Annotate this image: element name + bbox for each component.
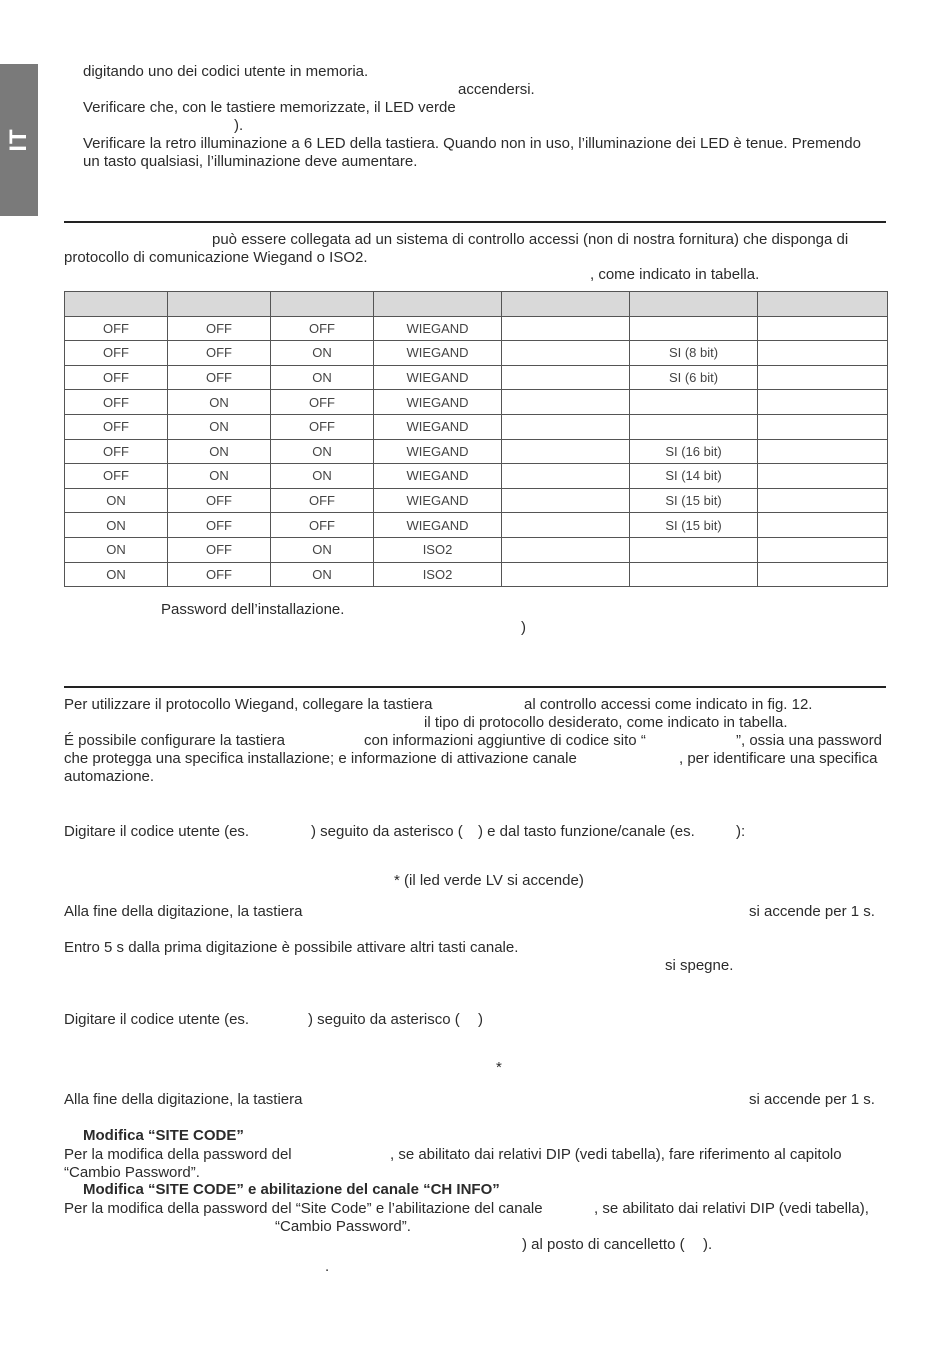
table-cell [502, 464, 630, 489]
table-cell: ON [271, 562, 374, 587]
text-line: Per la modifica della password del “Site Code” e l’abilitazione del canale [64, 1200, 543, 1217]
table-row [65, 414, 888, 439]
table-cell: SI (6 bit) [630, 365, 758, 390]
table-cell: ON [271, 341, 374, 366]
text-line: , se abilitato dai relativi DIP (vedi tabella), fare riferimento al capitolo [390, 1146, 842, 1163]
text-line: Verificare che, con le tastiere memorizzate, il LED verde [83, 99, 456, 116]
table-cell: ON [168, 464, 271, 489]
table-row [65, 341, 888, 366]
table-cell [758, 316, 888, 341]
table-row [65, 439, 888, 464]
table-cell: OFF [168, 513, 271, 538]
table-cell [630, 316, 758, 341]
table-cell: OFF [168, 537, 271, 562]
table-cell: OFF [271, 488, 374, 513]
table-cell: ON [271, 464, 374, 489]
text-line: ) [478, 1011, 483, 1028]
table-cell: ON [65, 513, 168, 538]
text-line: ): [736, 823, 746, 840]
table-cell: ON [65, 488, 168, 513]
text-line: si accende per 1 s. [749, 903, 875, 920]
text-line: Entro 5 s dalla prima digitazione è possibile attivare altri tasti canale. [64, 939, 519, 956]
table-cell: WIEGAND [374, 488, 502, 513]
table-cell [630, 390, 758, 415]
table-cell: WIEGAND [374, 464, 502, 489]
table-cell [758, 390, 888, 415]
table-cell [758, 414, 888, 439]
text-line: ) al posto di cancelletto ( [522, 1236, 685, 1253]
text-line: si spegne. [665, 957, 734, 974]
table-row [65, 562, 888, 587]
table-cell: OFF [65, 365, 168, 390]
table-cell: ON [271, 439, 374, 464]
text-line: Per la modifica della password del [64, 1146, 292, 1163]
table-cell: OFF [65, 414, 168, 439]
table-cell: ON [168, 414, 271, 439]
table-cell: SI (16 bit) [630, 439, 758, 464]
table-header-cell [758, 292, 888, 317]
section-heading: Modifica “SITE CODE” [83, 1127, 244, 1144]
text-line: ) [521, 619, 526, 636]
text-line: É possibile configurare la tastiera [64, 732, 285, 749]
table-cell [502, 414, 630, 439]
text-line: * [496, 1059, 502, 1076]
text-line: accendersi. [458, 81, 535, 98]
table-cell [758, 488, 888, 513]
table-cell: OFF [168, 341, 271, 366]
table-row [65, 537, 888, 562]
text-line: “Cambio Password”. [64, 1164, 200, 1181]
table-header-cell [502, 292, 630, 317]
text-line: Digitare il codice utente (es. [64, 823, 250, 840]
text-line: ). [703, 1236, 713, 1253]
section-heading: Modifica “SITE CODE” e abilitazione del canale “CH INFO” [83, 1181, 500, 1198]
table-cell [630, 414, 758, 439]
text-line: un tasto qualsiasi, l’illuminazione deve aumentare. [83, 153, 418, 170]
table-body [65, 316, 888, 587]
language-tab [0, 64, 38, 216]
table-cell: OFF [271, 414, 374, 439]
table-row [65, 488, 888, 513]
table-cell: OFF [168, 316, 271, 341]
table-cell: ON [168, 390, 271, 415]
table-header-cell [65, 292, 168, 317]
text-line: . [325, 1258, 330, 1275]
text-line: digitando uno dei codici utente in memoria. [83, 63, 369, 80]
table-cell [630, 562, 758, 587]
table-cell: WIEGAND [374, 316, 502, 341]
table-cell: ON [271, 365, 374, 390]
table-cell [502, 488, 630, 513]
table-cell [758, 341, 888, 366]
table-header-row [65, 292, 888, 317]
table-cell [502, 562, 630, 587]
table-cell: OFF [271, 390, 374, 415]
table-row [65, 316, 888, 341]
text-line: * (il led verde LV si accende) [394, 872, 584, 889]
table-header-cell [168, 292, 271, 317]
language-tab-label: IT [5, 128, 32, 152]
table-cell: OFF [168, 365, 271, 390]
table-cell: OFF [271, 513, 374, 538]
table-cell: ISO2 [374, 537, 502, 562]
table-cell: WIEGAND [374, 439, 502, 464]
text-line: al controllo accessi come indicato in fig. 12. [524, 696, 813, 713]
text-line: che protegga una specifica installazione; e informazione di attivazione canale [64, 750, 577, 767]
text-line: protocollo di comunicazione Wiegand o ISO2. [64, 249, 368, 266]
table-cell: WIEGAND [374, 414, 502, 439]
table-cell [502, 513, 630, 538]
table-row [65, 464, 888, 489]
table-header-cell [374, 292, 502, 317]
table-row [65, 390, 888, 415]
dip-switch-table [64, 291, 888, 587]
text-line: ). [234, 117, 244, 134]
table-row [65, 513, 888, 538]
table-cell [758, 439, 888, 464]
table-cell: SI (14 bit) [630, 464, 758, 489]
text-line: con informazioni aggiuntive di codice sito “ [364, 732, 646, 749]
table-header-cell [271, 292, 374, 317]
text-line: Verificare la retro illuminazione a 6 LED della tastiera. Quando non in uso, l’illuminazione dei LED è tenue. Premendo [83, 135, 861, 152]
text-line: automazione. [64, 768, 155, 785]
section-rule [64, 686, 886, 688]
section-rule [64, 221, 886, 223]
text-line: ) e dal tasto funzione/canale (es. [478, 823, 695, 840]
table-cell: OFF [65, 390, 168, 415]
table-cell: SI (15 bit) [630, 513, 758, 538]
table-cell [502, 316, 630, 341]
table-cell: WIEGAND [374, 390, 502, 415]
table-cell: ON [65, 562, 168, 587]
table-cell: SI (8 bit) [630, 341, 758, 366]
table-cell: OFF [65, 341, 168, 366]
text-line: può essere collegata ad un sistema di controllo accessi (non di nostra fornitura) che disponga di [212, 231, 849, 248]
text-line: ) seguito da asterisco ( [311, 823, 463, 840]
table-cell [502, 537, 630, 562]
table-cell: OFF [168, 488, 271, 513]
table-cell: OFF [65, 439, 168, 464]
table-cell: WIEGAND [374, 365, 502, 390]
text-line: Digitare il codice utente (es. [64, 1011, 250, 1028]
table-cell: ISO2 [374, 562, 502, 587]
table-cell: ON [168, 439, 271, 464]
table-cell [502, 341, 630, 366]
table-cell: OFF [65, 464, 168, 489]
text-line: “Cambio Password”. [275, 1218, 411, 1235]
table-cell [502, 390, 630, 415]
text-line: ) seguito da asterisco ( [308, 1011, 460, 1028]
table-header-cell [630, 292, 758, 317]
table-cell: WIEGAND [374, 513, 502, 538]
table-cell [758, 365, 888, 390]
table-cell [758, 464, 888, 489]
text-line: si accende per 1 s. [749, 1091, 875, 1108]
text-line: Password dell’installazione. [161, 601, 345, 618]
table-cell [758, 513, 888, 538]
table-cell: SI (15 bit) [630, 488, 758, 513]
table-row [65, 365, 888, 390]
text-line: Alla fine della digitazione, la tastiera [64, 903, 303, 920]
text-line: Alla fine della digitazione, la tastiera [64, 1091, 303, 1108]
table-cell [758, 537, 888, 562]
text-line: , se abilitato dai relativi DIP (vedi tabella), [594, 1200, 869, 1217]
table-cell: OFF [271, 316, 374, 341]
text-line: Per utilizzare il protocollo Wiegand, collegare la tastiera [64, 696, 433, 713]
text-line: il tipo di protocollo desiderato, come indicato in tabella. [424, 714, 788, 731]
table-cell: WIEGAND [374, 341, 502, 366]
text-line: , per identificare una specifica [679, 750, 878, 767]
table-cell: OFF [65, 316, 168, 341]
table-cell [502, 365, 630, 390]
table-cell: ON [271, 537, 374, 562]
table-cell [630, 537, 758, 562]
table-cell [502, 439, 630, 464]
table-cell: ON [65, 537, 168, 562]
text-line: ”, ossia una password [736, 732, 882, 749]
table-cell [758, 562, 888, 587]
table-cell: OFF [168, 562, 271, 587]
text-line: , come indicato in tabella. [590, 266, 760, 283]
